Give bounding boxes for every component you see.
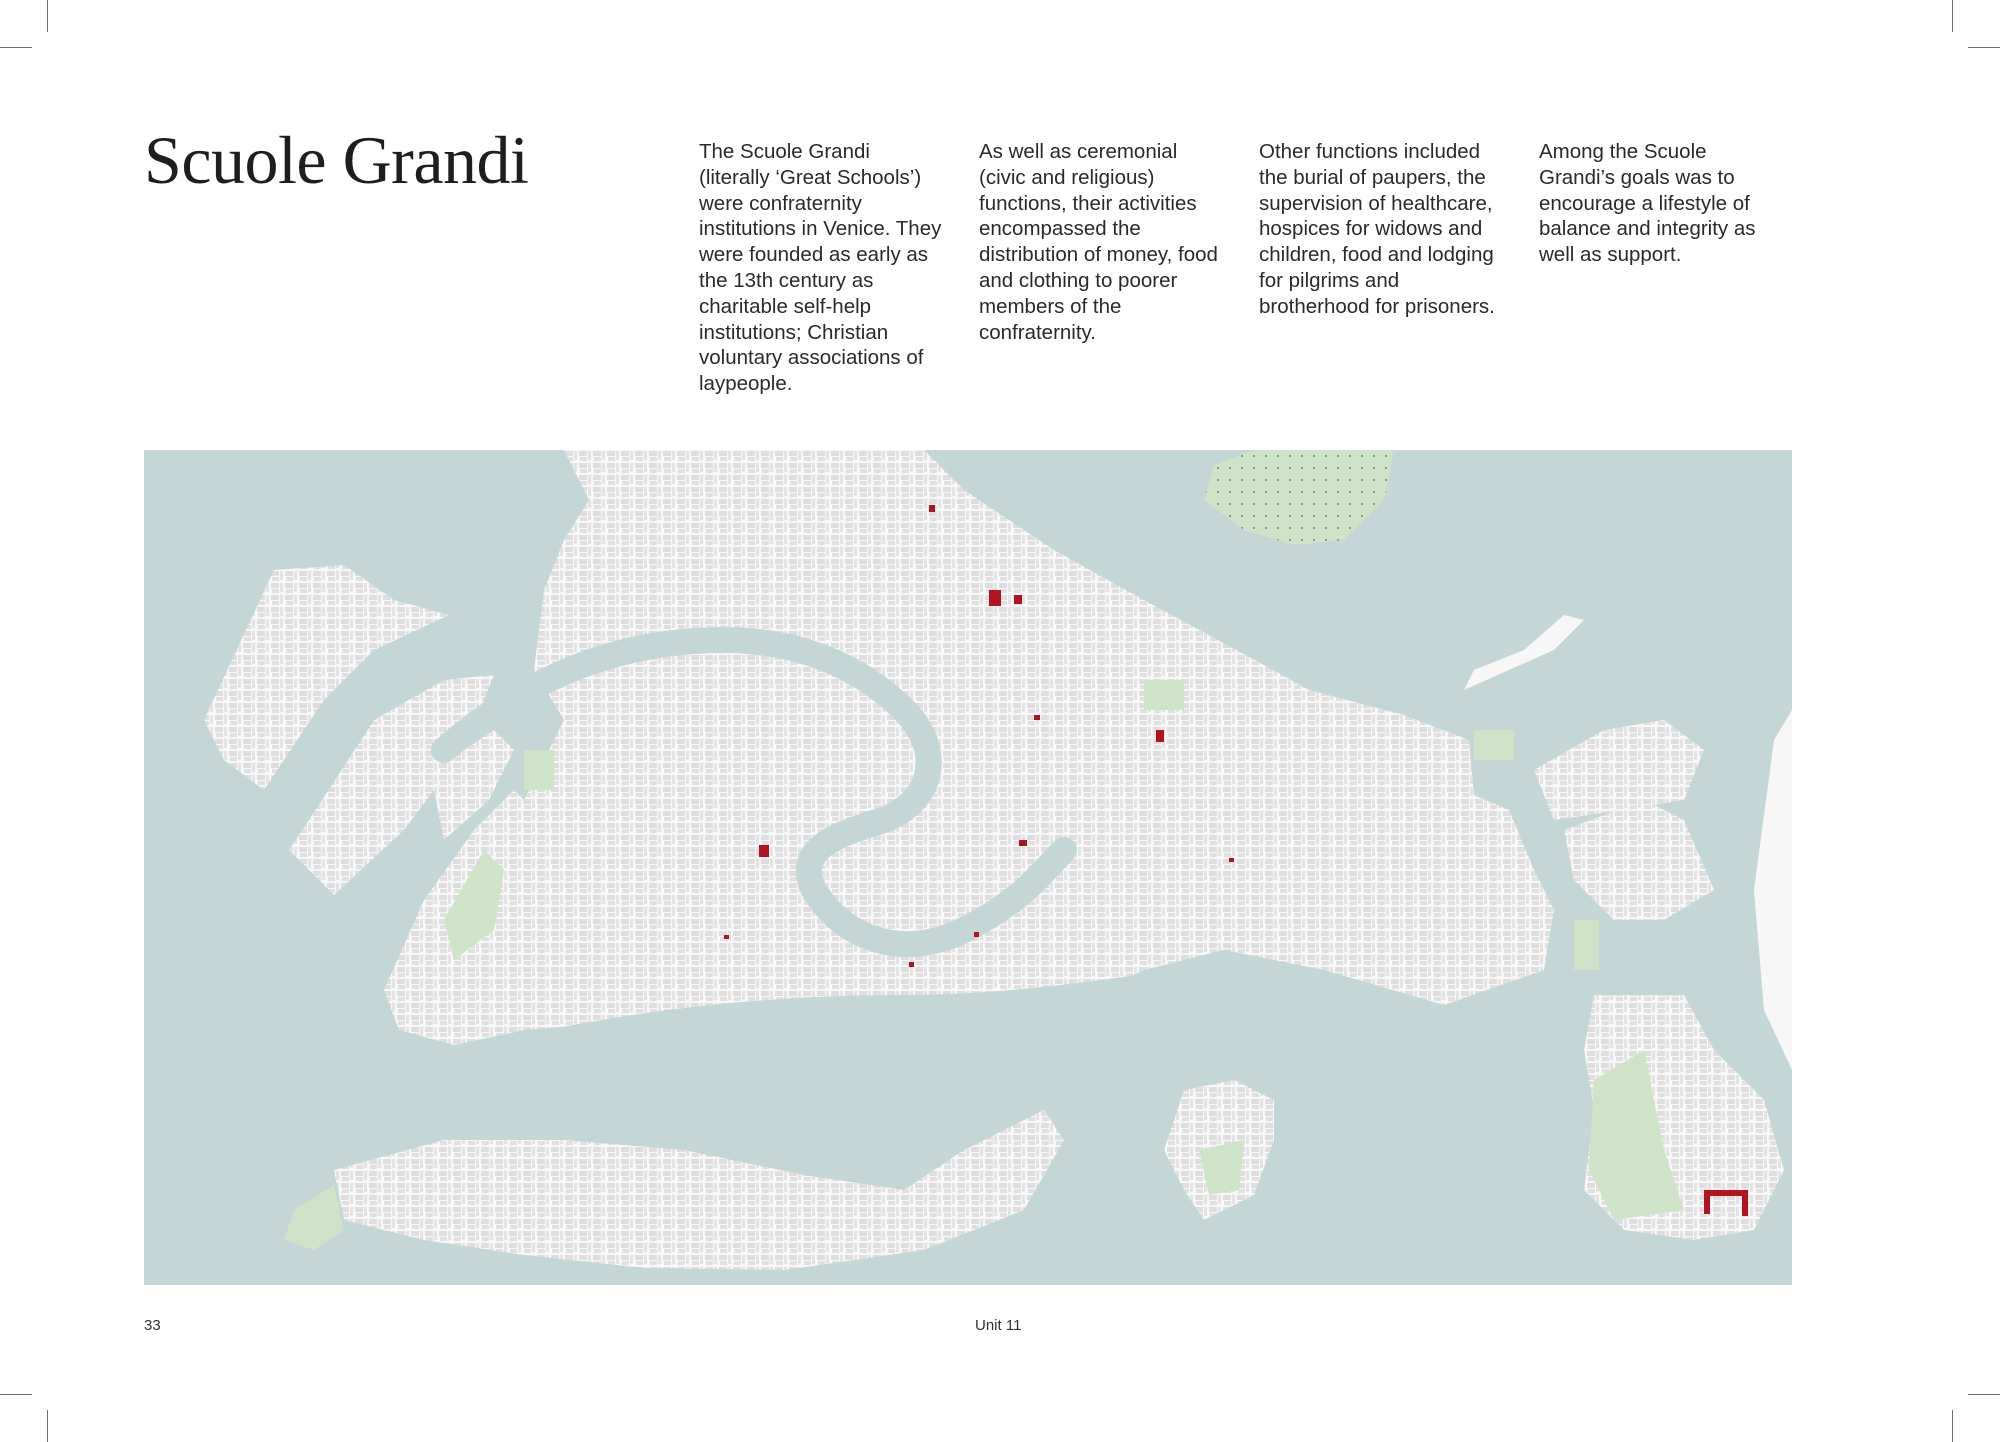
page-number: 33 xyxy=(144,1317,161,1334)
scuola-marker xyxy=(1704,1190,1748,1196)
scuola-marker xyxy=(989,590,1001,606)
intro-column-3: Other functions included the burial of paupers, the supervision of healthcare, hospices for widows and children, food and lodging for pilgrims and brotherhood for prisoners. xyxy=(1259,140,1495,318)
scuola-marker xyxy=(909,962,914,967)
scuola-marker xyxy=(759,845,769,857)
park xyxy=(1574,920,1599,970)
scuola-marker xyxy=(724,935,729,939)
park xyxy=(1474,730,1514,760)
crop-mark xyxy=(47,0,48,32)
intro-column-1: The Scuole Grandi (literally ‘Great Schools’) were confraternity institutions in Venice. They were founded as early as the 13th century as charitable self-help institutions; Christian voluntary associations of laypeople. xyxy=(699,140,942,396)
scuola-marker xyxy=(1014,595,1022,604)
crop-mark xyxy=(47,1410,48,1442)
scuola-marker xyxy=(1019,840,1027,846)
scuola-marker xyxy=(1229,858,1234,862)
scuola-marker xyxy=(1704,1190,1710,1214)
crop-mark xyxy=(0,47,32,48)
page-title: Scuole Grandi xyxy=(144,122,529,198)
crop-mark xyxy=(1968,1394,2000,1395)
scuola-marker xyxy=(1156,730,1164,742)
venice-map xyxy=(144,450,1792,1285)
crop-mark xyxy=(1952,0,1953,32)
scuola-marker xyxy=(929,505,935,512)
crop-mark xyxy=(1952,1410,1953,1442)
scuola-marker xyxy=(1742,1190,1748,1216)
crop-mark xyxy=(1968,47,2000,48)
intro-column-2: As well as ceremonial (civic and religious) functions, their activities encompassed the distribution of money, food and clothing to poorer members of the confraternity. xyxy=(979,140,1218,344)
intro-column-4: Among the Scuole Grandi’s goals was to encourage a lifestyle of balance and integrity as well as support. xyxy=(1539,140,1756,267)
park xyxy=(524,750,554,790)
scuola-marker xyxy=(1034,715,1040,720)
park xyxy=(1144,680,1184,710)
scuola-marker xyxy=(974,932,979,937)
running-footer: Unit 11 xyxy=(975,1317,1022,1334)
crop-mark xyxy=(0,1394,32,1395)
